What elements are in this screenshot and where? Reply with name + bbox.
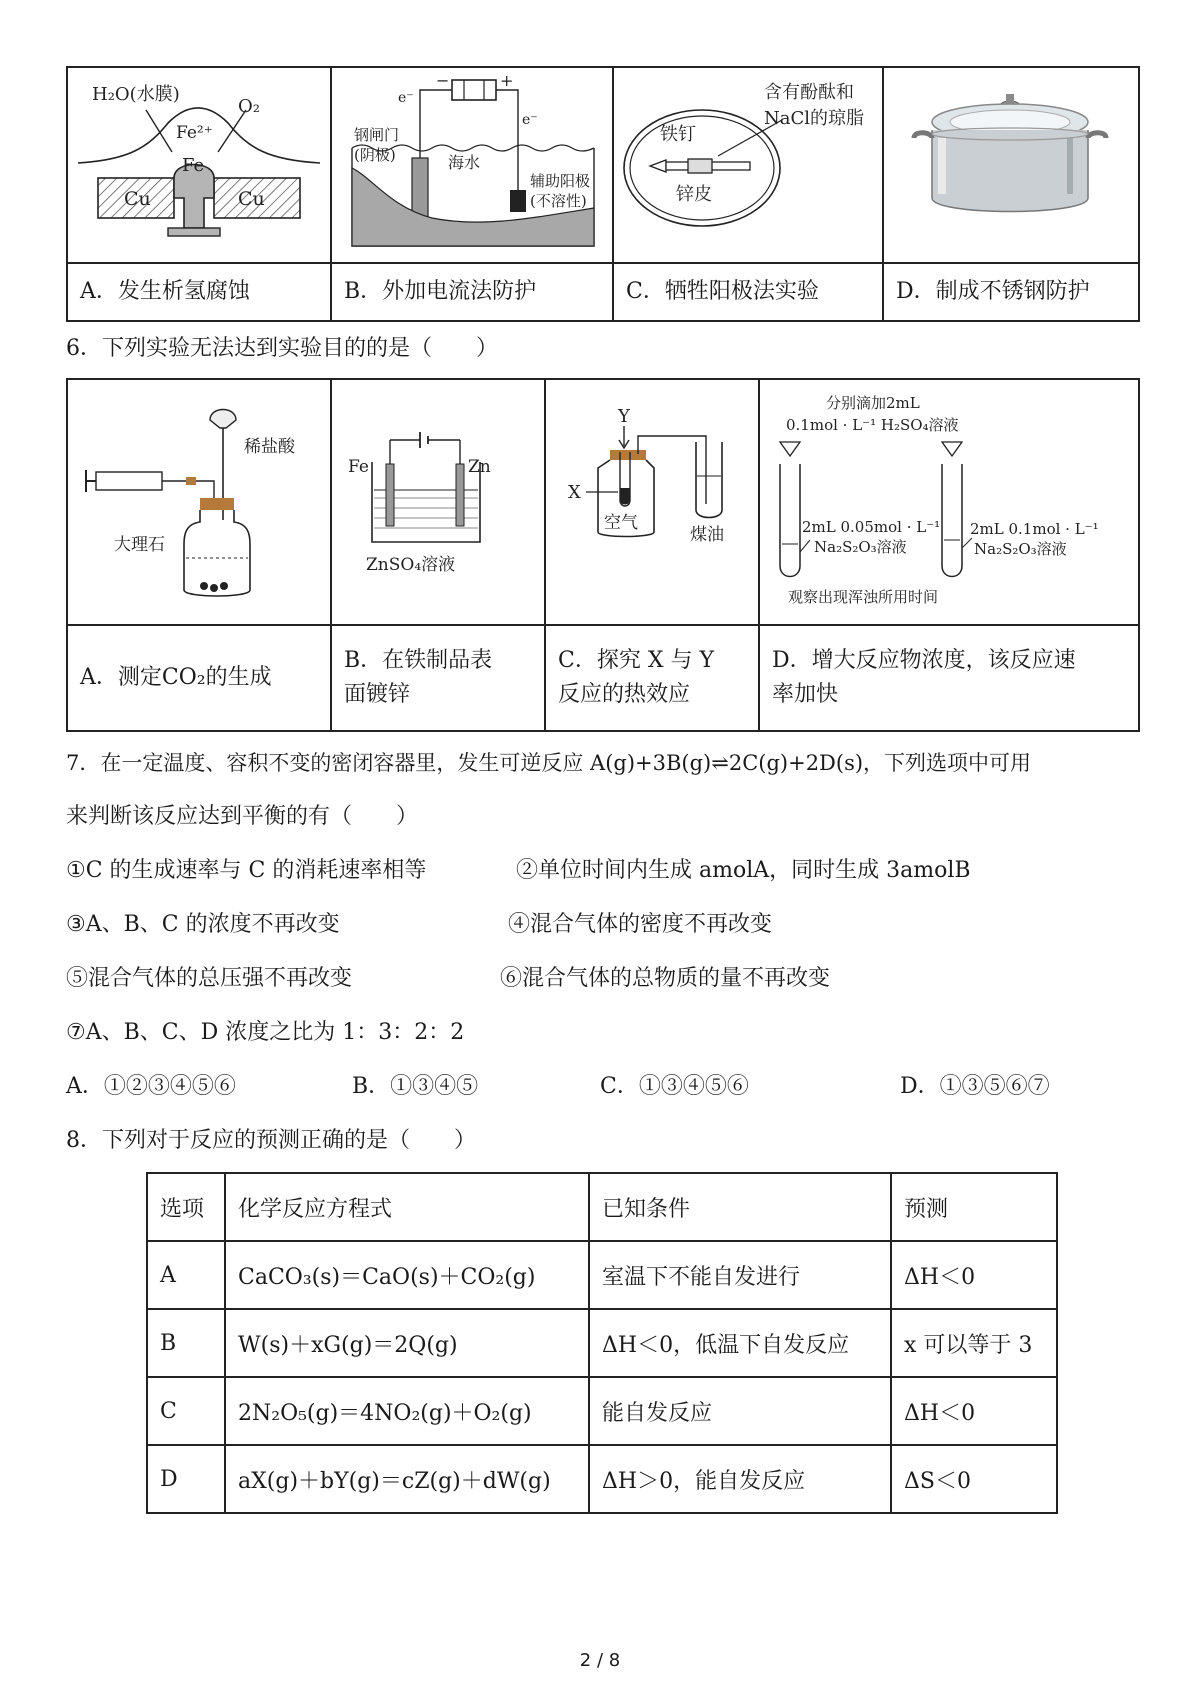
q6-caption-b-line1: B．在铁制品表 — [344, 648, 493, 673]
q5-caption-a: A．发生析氢腐蚀 — [67, 263, 331, 321]
q7-item-4: ④混合气体的密度不再改变 — [508, 912, 773, 937]
observe-time-label: 观察出现浑浊所用时间 — [788, 588, 939, 606]
fe-electrode-label: Fe — [348, 457, 369, 477]
fe-ion-label: Fe²⁺ — [176, 123, 213, 143]
dropwise-label-line2: 0.1mol · L⁻¹ H₂SO₄溶液 — [786, 416, 959, 434]
q8-row-a-equation: CaCO₃(s)＝CaO(s)＋CO₂(g) — [225, 1241, 589, 1309]
o2-label: O₂ — [238, 96, 260, 117]
q6-figure-a-cell — [67, 379, 331, 625]
q8-row-a-option: A — [147, 1241, 225, 1309]
q5-figure-b-cell — [331, 67, 613, 263]
q7-option-a: A．①②③④⑤⑥ — [66, 1074, 236, 1099]
q8-table — [146, 1172, 1058, 1514]
q6-figure-table — [66, 378, 1140, 732]
znso4-label: ZnSO₄溶液 — [366, 555, 456, 575]
x-label: X — [568, 482, 581, 503]
q8-row-d-prediction: ΔS＜0 — [891, 1445, 1057, 1513]
anode-label-line2: (不溶性) — [530, 192, 587, 210]
kerosene-label: 煤油 — [690, 525, 724, 545]
q8-row-c-condition: 能自发反应 — [589, 1377, 891, 1445]
agar-label-line2: NaCl的琼脂 — [764, 108, 865, 129]
q7-item-7: ⑦A、B、C、D 浓度之比为 1：3：2：2 — [66, 1020, 465, 1045]
q8-row-b-prediction: x 可以等于 3 — [891, 1309, 1057, 1377]
impressed-current-diagram — [332, 68, 612, 262]
electron-left-label: e⁻ — [398, 90, 414, 106]
q8-row-a-prediction: ΔH＜0 — [891, 1241, 1057, 1309]
q8-stem: 8．下列对于反应的预测正确的是（ ） — [66, 1128, 476, 1153]
seawater-label: 海水 — [448, 153, 481, 172]
gate-label-line1: 钢闸门 — [354, 126, 400, 144]
q5-figure-a-cell — [67, 67, 331, 263]
cu-right-label: Cu — [238, 188, 265, 210]
right-tube-label-line2: Na₂S₂O₃溶液 — [974, 540, 1067, 558]
anode-label-line1: 辅助阳极 — [530, 172, 591, 190]
heat-effect-apparatus — [546, 380, 758, 624]
q7-stem-line1: 7．在一定温度、容积不变的密闭容器里，发生可逆反应 A(g)+3B(g)⇌2C(g)+2D(s)，下列选项中可用 — [66, 751, 1032, 775]
page-number: 2 / 8 — [579, 1650, 621, 1671]
left-tube-label-line1: 2mL 0.05mol · L⁻¹ — [802, 518, 941, 536]
q8-header-option: 选项 — [147, 1173, 225, 1241]
q6-caption-d — [759, 625, 1139, 731]
table-row — [147, 1309, 1057, 1377]
right-tube-label-line1: 2mL 0.1mol · L⁻¹ — [970, 520, 1099, 538]
sacrificial-anode-diagram — [614, 68, 882, 262]
corrosion-diagram — [68, 68, 330, 262]
q8-row-d-option: D — [147, 1445, 225, 1513]
q6-stem: 6．下列实验无法达到实验目的的是（ ） — [66, 336, 498, 361]
q6-caption-c-line1: C．探究 X 与 Y — [558, 648, 714, 673]
q8-row-b-equation: W(s)＋xG(g)＝2Q(g) — [225, 1309, 589, 1377]
q8-row-c-equation: 2N₂O₅(g)＝4NO₂(g)＋O₂(g) — [225, 1377, 589, 1445]
q6-caption-d-line1: D．增大反应物浓度，该反应速 — [772, 648, 1076, 673]
nail-label: 铁钉 — [660, 124, 696, 145]
gate-label-line2: (阴极) — [354, 146, 396, 164]
q6-figure-b-cell — [331, 379, 545, 625]
q8-row-c-option: C — [147, 1377, 225, 1445]
q6-caption-b-line2: 面镀锌 — [344, 682, 411, 707]
air-label: 空气 — [604, 513, 638, 533]
q7-stem-line2: 来判断该反应达到平衡的有（ ） — [66, 804, 419, 829]
q5-caption-b: B．外加电流法防护 — [331, 263, 613, 321]
q7-item-3: ③A、B、C 的浓度不再改变 — [66, 912, 340, 937]
fe-label: Fe — [182, 155, 205, 176]
table-row — [147, 1241, 1057, 1309]
q8-row-d-equation: aX(g)＋bY(g)＝cZ(g)＋dW(g) — [225, 1445, 589, 1513]
q8-header-prediction: 预测 — [891, 1173, 1057, 1241]
cu-left-label: Cu — [124, 188, 151, 210]
q6-figure-d-cell — [759, 379, 1139, 625]
q8-header-row — [147, 1173, 1057, 1241]
zinc-label: 锌皮 — [676, 184, 712, 205]
dropwise-label-line1: 分别滴加2mL — [826, 394, 920, 412]
y-label: Y — [618, 406, 630, 427]
q6-figure-c-cell — [545, 379, 759, 625]
table-row — [147, 1377, 1057, 1445]
q7-item-1: ①C 的生成速率与 C 的消耗速率相等 — [66, 858, 427, 883]
plus-terminal: + — [500, 71, 514, 90]
agar-label-line1: 含有酚酞和 — [764, 82, 854, 103]
electron-right-label: e⁻ — [522, 112, 538, 128]
q5-figure-c-cell — [613, 67, 883, 263]
co2-generation-apparatus — [68, 380, 330, 624]
q5-figure-d-cell — [883, 67, 1139, 263]
q8-header-equation: 化学反应方程式 — [225, 1173, 589, 1241]
q6-caption-b — [331, 625, 545, 731]
q7-item-6: ⑥混合气体的总物质的量不再改变 — [500, 966, 831, 991]
q8-row-c-prediction: ΔH＜0 — [891, 1377, 1057, 1445]
q5-caption-d: D．制成不锈钢防护 — [883, 263, 1139, 321]
q7-item-5: ⑤混合气体的总压强不再改变 — [66, 966, 353, 991]
q7-option-d: D．①③⑤⑥⑦ — [900, 1074, 1050, 1099]
q8-row-d-condition: ΔH＞0，能自发反应 — [589, 1445, 891, 1513]
q8-row-b-condition: ΔH＜0，低温下自发反应 — [589, 1309, 891, 1377]
stainless-steel-pot-image — [884, 68, 1138, 262]
water-film-label: H₂O(水膜) — [92, 84, 180, 105]
q6-caption-a: A．测定CO₂的生成 — [67, 625, 331, 731]
reaction-rate-apparatus — [760, 380, 1138, 624]
q8-header-condition: 已知条件 — [589, 1173, 891, 1241]
q8-row-a-condition: 室温下不能自发进行 — [589, 1241, 891, 1309]
q5-figure-table — [66, 66, 1140, 322]
q6-caption-c — [545, 625, 759, 731]
table-row — [147, 1445, 1057, 1513]
q7-item-2: ②单位时间内生成 amolA，同时生成 3amolB — [516, 858, 971, 883]
left-tube-label-line2: Na₂S₂O₃溶液 — [814, 538, 907, 556]
zn-electrode-label: Zn — [468, 457, 491, 477]
q5-caption-c: C．牺牲阳极法实验 — [613, 263, 883, 321]
minus-terminal: − — [436, 71, 450, 90]
q8-row-b-option: B — [147, 1309, 225, 1377]
q7-option-b: B．①③④⑤ — [352, 1074, 479, 1099]
marble-label: 大理石 — [114, 535, 165, 555]
q6-caption-c-line2: 反应的热效应 — [558, 682, 691, 707]
q6-caption-d-line2: 率加快 — [772, 682, 839, 707]
zinc-plating-apparatus — [332, 380, 544, 624]
dilute-hcl-label: 稀盐酸 — [244, 437, 295, 457]
q7-option-c: C．①③④⑤⑥ — [600, 1074, 749, 1099]
